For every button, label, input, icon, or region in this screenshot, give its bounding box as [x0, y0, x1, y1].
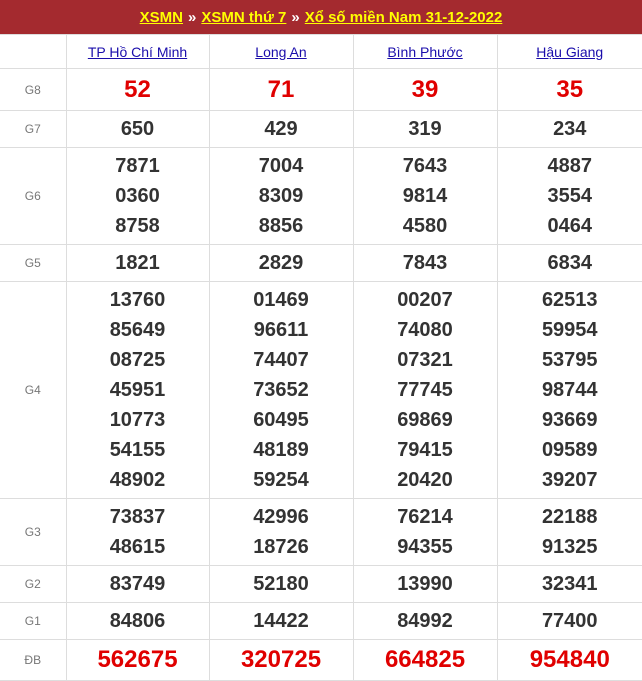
result-cell	[497, 282, 642, 499]
result-number: 39207	[498, 465, 642, 495]
result-cell	[497, 245, 642, 282]
result-number: 562675	[67, 645, 209, 675]
result-cell	[209, 148, 353, 245]
result-number: 6834	[498, 248, 642, 278]
result-number: 77400	[498, 606, 642, 636]
province-link-tp-ho-chi-minh[interactable]: TP Hồ Chí Minh	[88, 44, 187, 60]
province-link-hau-giang[interactable]: Hậu Giang	[536, 44, 603, 60]
result-cell	[66, 566, 209, 603]
result-number: 62513	[498, 285, 642, 315]
result-cell	[66, 245, 209, 282]
result-number: 74080	[354, 315, 497, 345]
result-number: 08725	[67, 345, 209, 375]
result-number: 84806	[67, 606, 209, 636]
result-number: 8309	[210, 181, 353, 211]
result-cell	[353, 148, 497, 245]
prize-label: ĐB	[0, 640, 66, 681]
result-cell	[66, 111, 209, 148]
result-number: 60495	[210, 405, 353, 435]
prize-row	[0, 111, 642, 148]
lottery-results-table	[0, 34, 642, 681]
result-number: 32341	[498, 569, 642, 599]
result-number: 319	[354, 114, 497, 144]
prize-label: G3	[0, 499, 66, 566]
prize-row	[0, 148, 642, 245]
prize-label: G2	[0, 566, 66, 603]
result-number: 22188	[498, 502, 642, 532]
result-number: 10773	[67, 405, 209, 435]
result-number: 91325	[498, 532, 642, 562]
result-number: 79415	[354, 435, 497, 465]
result-number: 1821	[67, 248, 209, 278]
result-number: 13990	[354, 569, 497, 599]
result-number: 7004	[210, 151, 353, 181]
prize-row	[0, 499, 642, 566]
prize-row	[0, 69, 642, 111]
prize-row	[0, 603, 642, 640]
result-cell	[353, 499, 497, 566]
result-number: 59254	[210, 465, 353, 495]
result-number: 98744	[498, 375, 642, 405]
result-number: 7871	[67, 151, 209, 181]
result-cell	[497, 499, 642, 566]
result-cell	[209, 640, 353, 681]
result-number: 8758	[67, 211, 209, 241]
result-cell	[66, 148, 209, 245]
result-cell	[353, 640, 497, 681]
province-link-binh-phuoc[interactable]: Bình Phước	[387, 44, 462, 60]
result-number: 42996	[210, 502, 353, 532]
breadcrumb-xsmn-thu7-link[interactable]: XSMN thứ 7	[201, 9, 286, 26]
result-number: 69869	[354, 405, 497, 435]
result-number: 954840	[498, 645, 642, 675]
result-number: 93669	[498, 405, 642, 435]
result-number: 01469	[210, 285, 353, 315]
prize-label: G6	[0, 148, 66, 245]
result-number: 429	[210, 114, 353, 144]
prize-label: G4	[0, 282, 66, 499]
result-number: 73652	[210, 375, 353, 405]
result-number: 14422	[210, 606, 353, 636]
result-number: 39	[354, 75, 497, 105]
result-number: 18726	[210, 532, 353, 562]
prize-label: G5	[0, 245, 66, 282]
result-number: 45951	[67, 375, 209, 405]
result-number: 94355	[354, 532, 497, 562]
result-cell	[209, 111, 353, 148]
result-cell	[209, 499, 353, 566]
result-number: 4887	[498, 151, 642, 181]
result-cell	[66, 640, 209, 681]
result-cell	[353, 566, 497, 603]
result-cell	[497, 148, 642, 245]
result-number: 650	[67, 114, 209, 144]
result-number: 09589	[498, 435, 642, 465]
result-number: 83749	[67, 569, 209, 599]
breadcrumb	[0, 0, 642, 34]
prize-row	[0, 640, 642, 681]
result-number: 48902	[67, 465, 209, 495]
result-number: 20420	[354, 465, 497, 495]
result-number: 234	[498, 114, 642, 144]
result-number: 48189	[210, 435, 353, 465]
result-cell	[66, 282, 209, 499]
result-cell	[497, 69, 642, 111]
result-cell	[497, 603, 642, 640]
result-number: 35	[498, 75, 642, 105]
result-cell	[209, 603, 353, 640]
result-number: 76214	[354, 502, 497, 532]
result-number: 07321	[354, 345, 497, 375]
result-number: 74407	[210, 345, 353, 375]
result-cell	[66, 499, 209, 566]
breadcrumb-separator: »	[291, 9, 299, 26]
prize-label: G8	[0, 69, 66, 111]
result-cell	[209, 69, 353, 111]
result-number: 73837	[67, 502, 209, 532]
breadcrumb-separator: »	[188, 9, 196, 26]
prize-label: G7	[0, 111, 66, 148]
prize-row	[0, 245, 642, 282]
breadcrumb-xsmn-link[interactable]: XSMN	[140, 9, 183, 26]
breadcrumb-result-date-link[interactable]: Xổ số miền Nam 31-12-2022	[305, 9, 503, 26]
result-number: 4580	[354, 211, 497, 241]
result-number: 52180	[210, 569, 353, 599]
result-cell	[209, 566, 353, 603]
result-number: 3554	[498, 181, 642, 211]
result-number: 96611	[210, 315, 353, 345]
result-cell	[66, 603, 209, 640]
result-cell	[497, 640, 642, 681]
result-number: 13760	[67, 285, 209, 315]
result-cell	[353, 245, 497, 282]
result-cell	[66, 69, 209, 111]
result-number: 0464	[498, 211, 642, 241]
prize-row	[0, 282, 642, 499]
result-number: 59954	[498, 315, 642, 345]
result-number: 85649	[67, 315, 209, 345]
result-number: 7843	[354, 248, 497, 278]
result-number: 84992	[354, 606, 497, 636]
result-cell	[353, 69, 497, 111]
result-cell	[497, 111, 642, 148]
result-number: 7643	[354, 151, 497, 181]
result-number: 00207	[354, 285, 497, 315]
result-cell	[353, 282, 497, 499]
result-number: 664825	[354, 645, 497, 675]
result-number: 9814	[354, 181, 497, 211]
result-number: 48615	[67, 532, 209, 562]
result-number: 71	[210, 75, 353, 105]
result-number: 53795	[498, 345, 642, 375]
result-cell	[353, 111, 497, 148]
result-cell	[353, 603, 497, 640]
result-cell	[209, 282, 353, 499]
prize-label: G1	[0, 603, 66, 640]
result-number: 0360	[67, 181, 209, 211]
province-link-long-an[interactable]: Long An	[255, 44, 306, 60]
result-cell	[209, 245, 353, 282]
result-number: 2829	[210, 248, 353, 278]
prize-column-header	[0, 35, 66, 69]
result-number: 52	[67, 75, 209, 105]
result-number: 77745	[354, 375, 497, 405]
result-cell	[497, 566, 642, 603]
prize-row	[0, 566, 642, 603]
result-number: 8856	[210, 211, 353, 241]
result-number: 54155	[67, 435, 209, 465]
result-number: 320725	[210, 645, 353, 675]
province-header-row	[0, 35, 642, 69]
